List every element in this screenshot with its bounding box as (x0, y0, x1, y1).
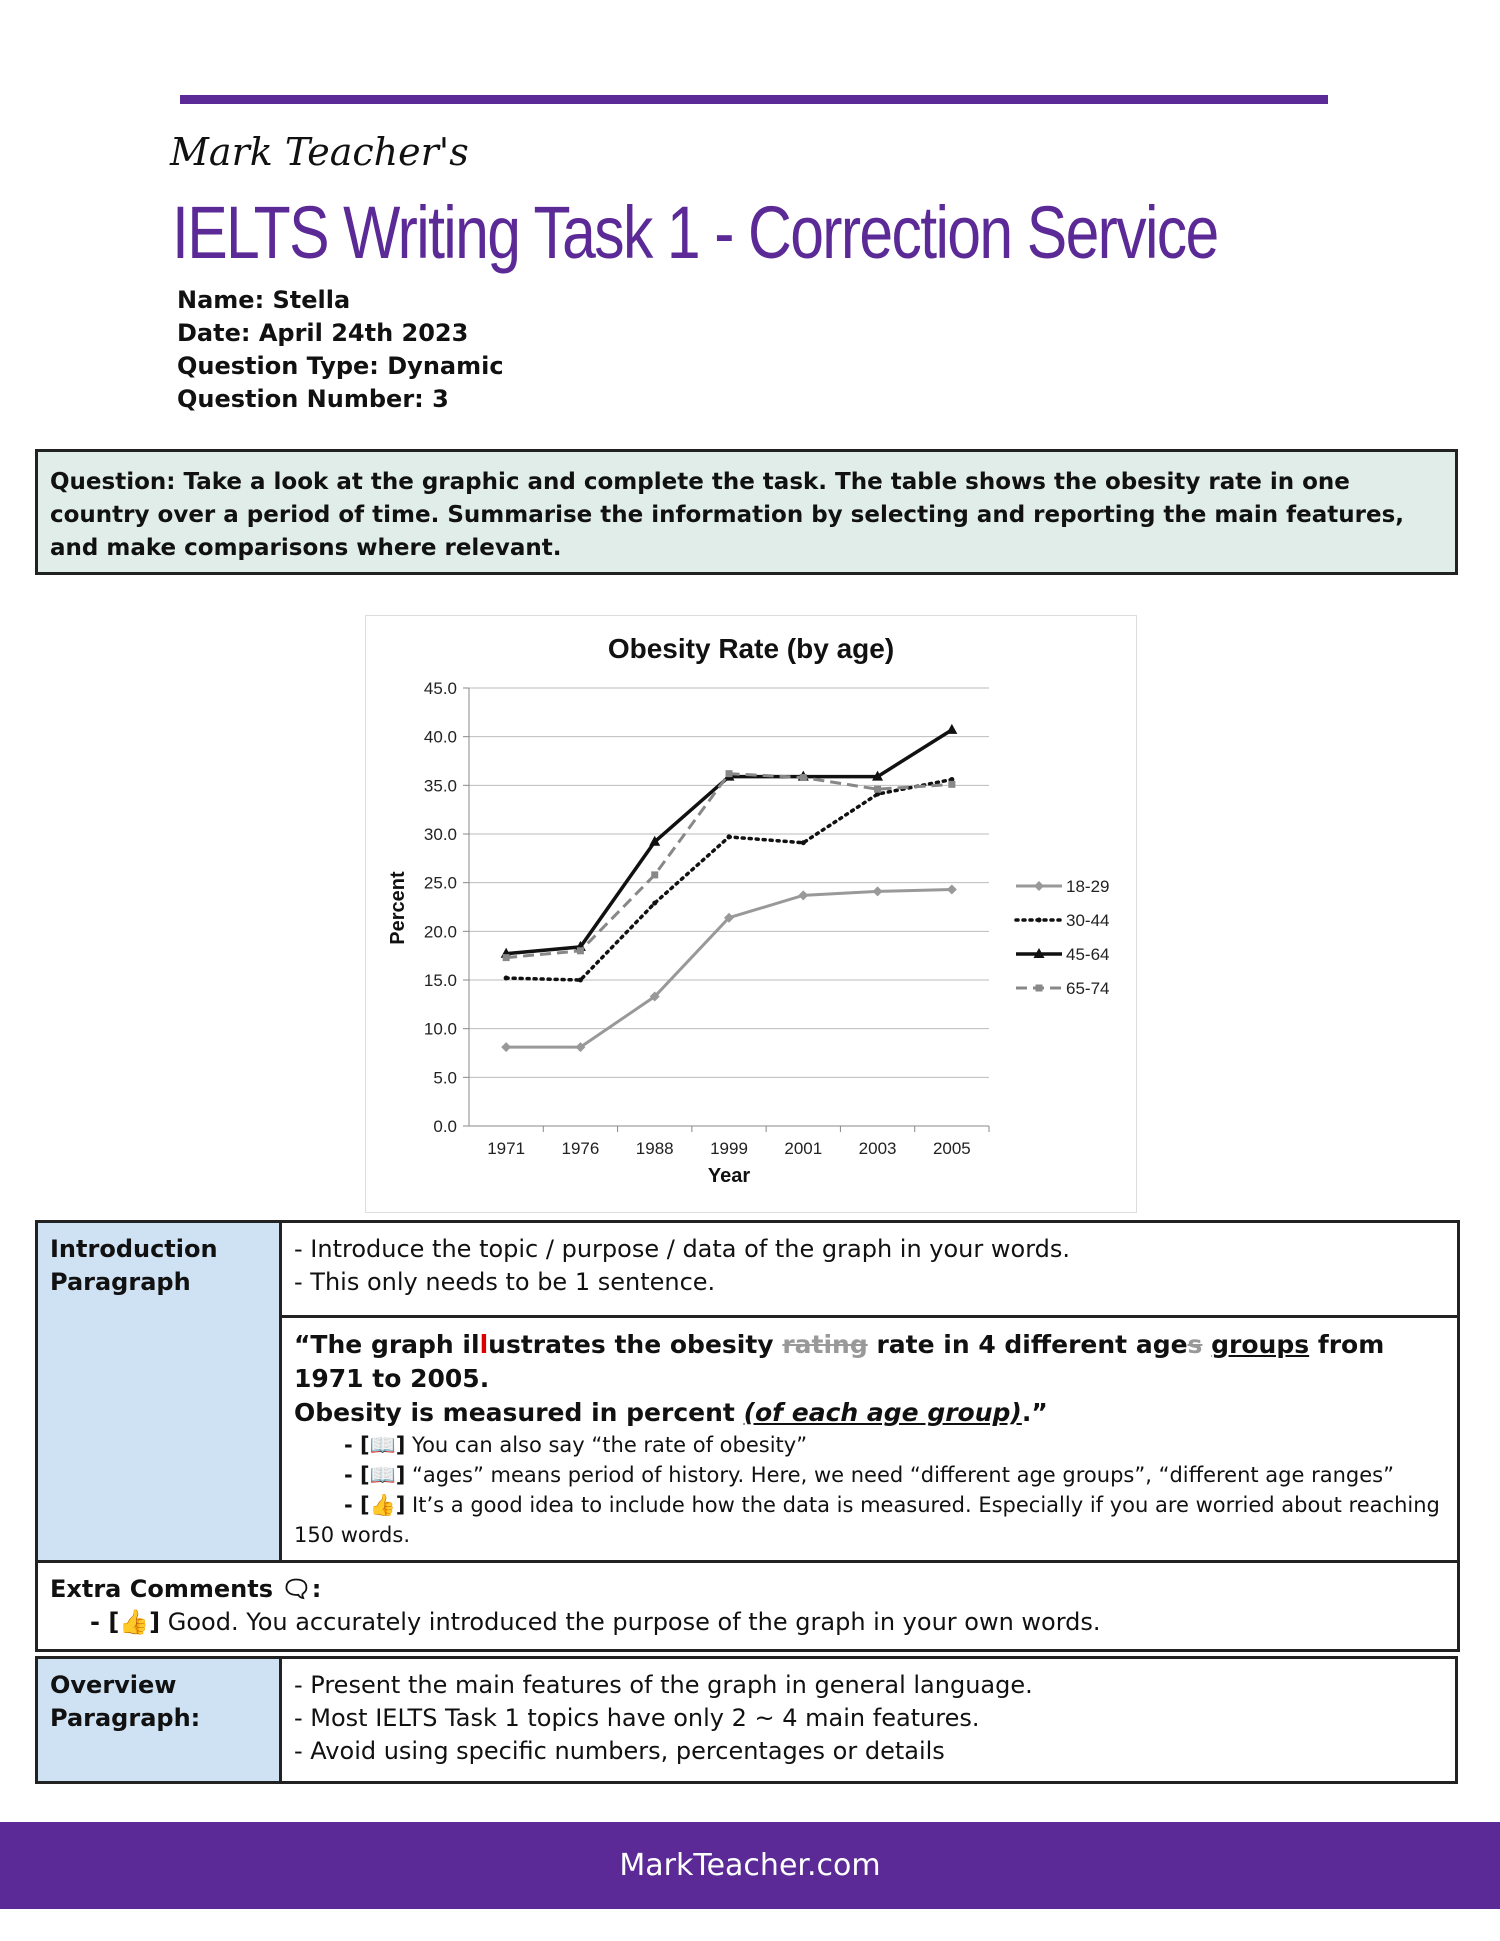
overview-instruction-2: - Most IELTS Task 1 topics have only 2 ~ 4 main features. (294, 1704, 980, 1732)
y-tick-label: 45.0 (423, 679, 457, 698)
data-point (501, 1042, 511, 1052)
header-rule (180, 95, 1328, 104)
x-axis-ticks (487, 1126, 989, 1158)
feedback-note-2 (294, 1460, 1445, 1490)
x-tick-label: 2003 (858, 1139, 897, 1158)
chart-svg (366, 616, 1136, 1212)
obesity-chart (365, 615, 1137, 1213)
y-tick-label: 35.0 (423, 776, 457, 796)
essay-text: ustrates the obesity (488, 1330, 783, 1359)
question-box: Question: Take a look at the graphic and complete the task. The table shows the obesity rate in one country over a period of time. Summarise the information by selecting and reporting the main features, and make comparisons where relevant. (35, 449, 1458, 575)
thumbs-up-tag: - [👍] (90, 1608, 161, 1636)
y-axis-ticks (424, 679, 469, 1136)
legend-label: 18-29 (1066, 877, 1110, 896)
question-number-line: Question Number: 3 (177, 385, 449, 413)
chart-title: Obesity Rate (by age) (607, 633, 895, 664)
data-point (651, 871, 658, 878)
student-meta (177, 284, 504, 416)
essay-text: “The graph il (294, 1330, 480, 1359)
thumbs-up-tag: - [👍] (344, 1493, 406, 1517)
question-type-line: Question Type: Dynamic (177, 352, 504, 380)
data-point (873, 886, 883, 896)
legend-label: 30-44 (1066, 911, 1110, 930)
legend-label: 45-64 (1066, 945, 1110, 964)
series-line (506, 779, 952, 980)
intro-label (37, 1222, 281, 1562)
intro-label-line2: Paragraph (50, 1268, 191, 1296)
feedback-note-3 (294, 1490, 1445, 1550)
book-tag: - [📖] (344, 1463, 406, 1487)
extra-comment-line (50, 1606, 1445, 1639)
data-point (652, 901, 657, 906)
x-tick-label: 2001 (784, 1139, 823, 1158)
data-point (726, 770, 733, 777)
y-tick-label: 20.0 (423, 922, 457, 942)
intro-instruction-2: - This only needs to be 1 sentence. (294, 1268, 716, 1296)
data-point (798, 890, 808, 900)
data-point (1037, 918, 1042, 923)
y-tick-label: 25.0 (423, 873, 457, 893)
page-title: IELTS Writing Task 1 - Correction Service (172, 191, 1218, 274)
legend-item (1016, 911, 1109, 930)
data-point (1036, 985, 1043, 992)
correction-insert: l (479, 1330, 489, 1359)
correction-underline: groups (1211, 1330, 1310, 1359)
essay-text: .” (1021, 1398, 1048, 1427)
data-point (1034, 881, 1044, 891)
y-tick-label: 5.0 (433, 1068, 457, 1088)
legend-item (1016, 979, 1109, 998)
overview-section (35, 1656, 1458, 1784)
intro-label-line1: Introduction (50, 1235, 218, 1263)
feedback-note-1 (294, 1430, 1445, 1460)
x-tick-label: 2005 (932, 1139, 971, 1158)
correction-delete: s (1187, 1330, 1203, 1359)
y-tick-label: 30.0 (423, 825, 457, 844)
y-tick-label: 15.0 (423, 971, 457, 990)
essay-text: Obesity is measured in percent (294, 1398, 744, 1427)
series-18-29 (501, 884, 957, 1052)
overview-instruction-1: - Present the main features of the graph in general language. (294, 1671, 1033, 1699)
overview-label-line1: Overview (50, 1671, 177, 1699)
intro-section (35, 1220, 1460, 1652)
data-point (948, 781, 955, 788)
intro-instruction-1: - Introduce the topic / purpose / data of the graph in your words. (294, 1235, 1071, 1263)
x-tick-label: 1971 (487, 1139, 526, 1158)
x-tick-label: 1976 (561, 1139, 600, 1158)
x-tick-label: 1988 (635, 1139, 674, 1158)
legend-item (1016, 945, 1109, 964)
chart-legend (1016, 877, 1109, 998)
correction-delete: rating (782, 1330, 868, 1359)
chart-series (501, 724, 958, 1052)
footer-site[interactable]: MarkTeacher.com (0, 1822, 1500, 1909)
data-point (946, 724, 957, 734)
series-line (506, 774, 952, 958)
extra-comments (37, 1562, 1459, 1651)
x-axis-label: Year (707, 1165, 751, 1187)
y-tick-label: 10.0 (423, 1019, 457, 1039)
overview-instructions (281, 1658, 1457, 1783)
student-intro-sentence (294, 1328, 1445, 1430)
overview-label (37, 1658, 281, 1783)
data-point (503, 954, 510, 961)
book-tag: - [📖] (344, 1433, 406, 1457)
legend-item (1016, 877, 1109, 896)
note-text: “ages” means period of history. Here, we need “different age groups”, “different age ranges” (405, 1463, 1394, 1487)
intro-instructions (281, 1222, 1459, 1317)
data-point (800, 774, 807, 781)
series-30-44 (504, 777, 955, 983)
intro-answer-cell (281, 1317, 1459, 1562)
y-tick-label: 40.0 (423, 727, 457, 747)
y-tick-label: 0.0 (433, 1117, 457, 1136)
series-65-74 (503, 770, 956, 961)
data-point (578, 978, 583, 983)
x-tick-label: 1999 (710, 1139, 748, 1158)
data-point (801, 840, 806, 845)
data-point (874, 786, 881, 793)
date-line: Date: April 24th 2023 (177, 319, 469, 347)
name-line: Name: Stella (177, 286, 351, 314)
essay-text: from 1971 to 2005. (294, 1330, 1385, 1393)
extra-comments-heading: Extra Comments 🗨: (50, 1575, 322, 1603)
data-point (727, 834, 732, 839)
data-point (504, 976, 509, 981)
essay-text (1202, 1330, 1211, 1359)
data-point (577, 947, 584, 954)
overview-label-line2: Paragraph: (50, 1704, 201, 1732)
brand-script: Mark Teacher's (170, 130, 469, 174)
legend-label: 65-74 (1066, 979, 1110, 998)
note-text: It’s a good idea to include how the data is measured. Especially if you are worried about reaching 150 words. (294, 1493, 1440, 1547)
y-axis-label: Percent (387, 871, 409, 945)
correction-addition: (of each age group) (743, 1398, 1022, 1427)
note-text: You can also say “the rate of obesity” (405, 1433, 808, 1457)
essay-text: rate in 4 different age (867, 1330, 1188, 1359)
extra-comment-text: Good. You accurately introduced the purpose of the graph in your own words. (160, 1608, 1101, 1636)
overview-instruction-3: - Avoid using specific numbers, percentages or details (294, 1737, 945, 1765)
data-point (947, 884, 957, 894)
